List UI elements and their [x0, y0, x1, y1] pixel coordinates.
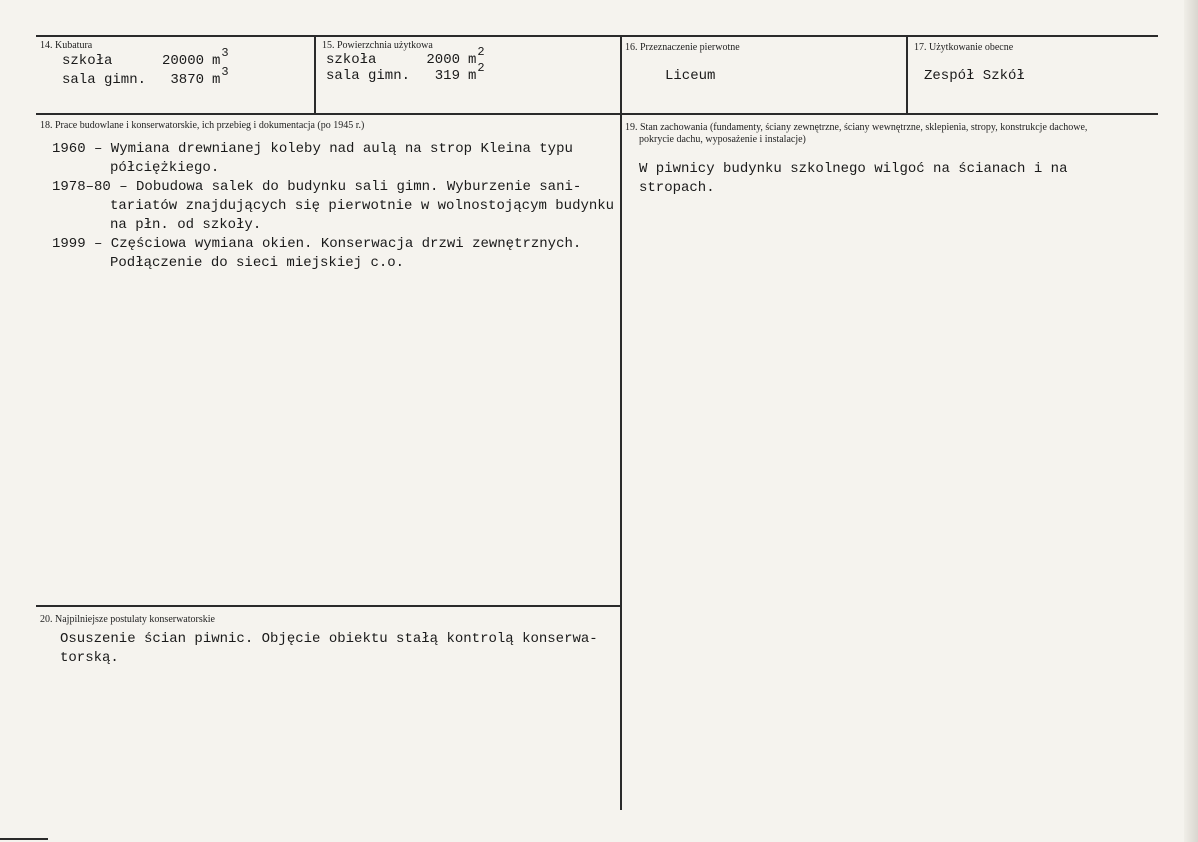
row-divider	[36, 113, 1158, 115]
kubatura-unit: m	[212, 53, 221, 69]
stan-line: stropach.	[639, 180, 715, 196]
stan-zachowania-text	[639, 160, 1150, 198]
section-18-prace	[40, 120, 616, 273]
uzytkowanie-value: Zespół Szkół	[924, 68, 1025, 84]
bottom-edge-mark	[0, 838, 48, 840]
kubatura-name: szkoła	[62, 53, 113, 69]
powierzchnia-unit: m	[468, 52, 477, 68]
powierzchnia-unit: m	[468, 68, 477, 84]
prace-entries	[52, 140, 616, 273]
prace-entry-1978-cont: na płn. od szkoły.	[110, 217, 262, 233]
postulaty-line: torską.	[60, 650, 119, 666]
center-divider	[620, 35, 622, 810]
kubatura-unit: m	[212, 72, 221, 88]
kubatura-exponent: 3	[221, 65, 229, 79]
prace-entry-1960: 1960 – Wymiana drewnianej koleby nad aulą na strop Kleina typu	[52, 141, 573, 157]
section-15-powierzchnia	[322, 40, 612, 84]
stan-line: W piwnicy budynku szkolnego wilgoć na ścianach i na	[639, 161, 1068, 177]
section-18-label: 18. Prace budowlane i konserwatorskie, ich przebieg i dokumentacja (po 1945 r.)	[40, 120, 365, 131]
postulaty-text	[60, 630, 616, 668]
kubatura-name: sala gimn.	[62, 72, 147, 88]
section-20-top-border	[36, 605, 621, 607]
section-20-label: 20. Najpilniejsze postulaty konserwatorskie	[40, 614, 215, 625]
section-17-label: 17. Użytkowanie obecne	[914, 42, 1014, 53]
divider-14-15	[314, 35, 316, 114]
page-edge-shadow	[1184, 0, 1198, 842]
powierzchnia-value: 319	[434, 68, 460, 84]
powierzchnia-name: sala gimn.	[326, 68, 411, 84]
section-14-kubatura	[40, 40, 310, 90]
prace-entry-1978-cont: tariatów znajdujących się pierwotnie w wolnostojącym budynku	[110, 198, 615, 214]
powierzchnia-row-sala	[326, 61, 612, 84]
section-20-postulaty	[40, 614, 616, 668]
powierzchnia-name: szkoła	[326, 52, 377, 68]
kubatura-row-sala	[62, 65, 310, 90]
prace-entry-1999-cont: Podłączenie do sieci miejskiej c.o.	[110, 255, 405, 271]
section-16-przeznaczenie	[625, 42, 900, 86]
section-19-stan-zachowania	[625, 122, 1150, 198]
kubatura-value: 3870	[170, 72, 204, 88]
powierzchnia-exponent: 2	[477, 61, 485, 75]
section-17-uzytkowanie	[914, 42, 1154, 86]
section-19-label-line2: pokrycie dachu, wyposażenie i instalacje)	[639, 134, 806, 145]
prace-entry-1978: 1978–80 – Dobudowa salek do budynku sali gimn. Wyburzenie sani-	[52, 179, 582, 195]
section-16-label: 16. Przeznaczenie pierwotne	[625, 42, 740, 53]
kubatura-exponent: 3	[221, 46, 229, 60]
przeznaczenie-value: Liceum	[665, 68, 716, 84]
section-15-label: 15. Powierzchnia użytkowa	[322, 40, 433, 51]
section-14-label: 14. Kubatura	[40, 40, 93, 51]
section-19-label-line1: 19. Stan zachowania (fundamenty, ściany zewnętrzne, ściany wewnętrzne, sklepienia, stropy, konstrukcje dachowe,	[625, 122, 1088, 133]
powierzchnia-exponent: 2	[477, 45, 485, 59]
top-border	[36, 35, 1158, 37]
powierzchnia-value: 2000	[426, 52, 460, 68]
postulaty-line: Osuszenie ścian piwnic. Objęcie obiektu stałą kontrolą konserwa-	[60, 631, 598, 647]
kubatura-row-szkola	[62, 46, 310, 71]
prace-entry-1999: 1999 – Częściowa wymiana okien. Konserwacja drzwi zewnętrznych.	[52, 236, 582, 252]
kubatura-value: 20000	[161, 53, 204, 69]
divider-16-17	[906, 35, 908, 114]
prace-entry-1960-cont: półciężkiego.	[110, 160, 220, 176]
